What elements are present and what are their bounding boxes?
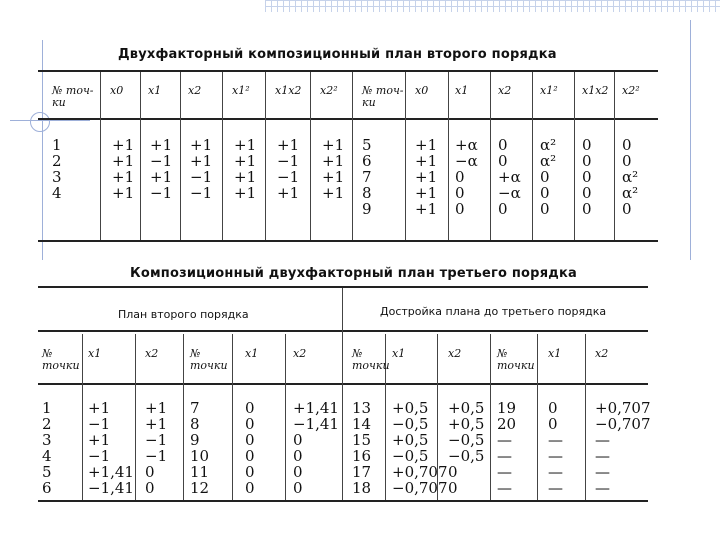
table1-cell: −1 xyxy=(190,184,213,202)
table1-cell: α² xyxy=(540,136,557,154)
table2-column-divider xyxy=(585,334,586,500)
table1-column-divider xyxy=(574,72,575,240)
table2-header-rule xyxy=(38,383,648,385)
table1-cell: +1 xyxy=(190,136,213,154)
table2-cell: — xyxy=(548,431,563,449)
table1-cell: +α xyxy=(455,136,478,154)
table2-cell: 10 xyxy=(190,447,210,465)
table2-cell: −1 xyxy=(145,431,168,449)
table2-cell: +1 xyxy=(145,399,168,417)
table1-cell: 0 xyxy=(540,200,550,218)
table2-cell: — xyxy=(595,447,610,465)
slide-guide-line xyxy=(690,20,691,260)
table1-cell: 0 xyxy=(498,200,508,218)
table1-cell: +1 xyxy=(234,168,257,186)
table2-cell: 1 xyxy=(42,399,52,417)
table1-cell: 0 xyxy=(498,152,508,170)
table2-cell: — xyxy=(595,431,610,449)
table2-column-divider xyxy=(232,334,233,500)
table2-header: x2 xyxy=(293,347,307,360)
table2-cell: +0,5 xyxy=(448,399,485,417)
table2-cell: 0 xyxy=(145,463,155,481)
table2-header: x2 xyxy=(595,347,609,360)
table2-header: x1 xyxy=(245,347,259,360)
table1-cell: −1 xyxy=(150,184,173,202)
table1-cell: 0 xyxy=(540,168,550,186)
table1-cell: −1 xyxy=(150,152,173,170)
table2-cell: — xyxy=(497,431,512,449)
table2-cell: 0 xyxy=(245,479,255,497)
table1-column-divider xyxy=(100,72,101,240)
table2-cell: +0,5 xyxy=(392,399,429,417)
table2-cell: −0,5 xyxy=(448,447,485,465)
table2-center-divider xyxy=(342,288,343,500)
table1-cell: 0 xyxy=(582,168,592,186)
table1-cell: 1 xyxy=(52,136,62,154)
table2-top-rule xyxy=(38,286,648,288)
table1-cell: −α xyxy=(455,152,478,170)
table1-bottom-rule xyxy=(38,240,658,242)
table2-cell: 0 xyxy=(245,415,255,433)
table2-column-divider xyxy=(183,334,184,500)
table1-center-divider xyxy=(352,72,353,240)
table2-cell: — xyxy=(548,463,563,481)
table1-cell: 3 xyxy=(52,168,62,186)
table2-header: № точки xyxy=(497,347,535,372)
table2-cell: +1 xyxy=(88,399,111,417)
table1-cell: 0 xyxy=(582,184,592,202)
table1-header-left: x1 xyxy=(148,84,162,97)
table1-cell: 6 xyxy=(362,152,372,170)
table1-cell: +1 xyxy=(190,152,213,170)
table2-cell: — xyxy=(595,479,610,497)
table1-cell: α² xyxy=(622,184,639,202)
table1-cell: 4 xyxy=(52,184,62,202)
table1-cell: α² xyxy=(622,168,639,186)
table1-cell: +1 xyxy=(150,168,173,186)
table2-cell: −1 xyxy=(145,447,168,465)
table2-section-right: Достройка плана до третьего порядка xyxy=(380,305,607,318)
grid-decoration xyxy=(265,0,720,12)
table2-cell: 0 xyxy=(245,399,255,417)
table1-cell: +1 xyxy=(415,168,438,186)
table2-cell: −0,707 xyxy=(392,479,448,497)
table1-header-right: x0 xyxy=(415,84,429,97)
table1-cell: +1 xyxy=(112,152,135,170)
table1-cell: +1 xyxy=(112,136,135,154)
table2-header: x2 xyxy=(448,347,462,360)
table1-header-right: x1x2 xyxy=(582,84,609,97)
table2-cell: 0 xyxy=(245,431,255,449)
table2-cell: 0 xyxy=(293,463,303,481)
table2-cell: 4 xyxy=(42,447,52,465)
table2-cell: 19 xyxy=(497,399,517,417)
table1-cell: +1 xyxy=(277,184,300,202)
table1-cell: 0 xyxy=(455,168,465,186)
table2-cell: 16 xyxy=(352,447,372,465)
table2-section-left: План второго порядка xyxy=(118,308,249,321)
table1-cell: 2 xyxy=(52,152,62,170)
table1-cell: +1 xyxy=(234,152,257,170)
table2-cell: −1 xyxy=(88,415,111,433)
table2-cell: −1,41 xyxy=(293,415,339,433)
table2-cell: −0,707 xyxy=(595,415,651,433)
slide-guide-line xyxy=(10,120,90,121)
table2-title: Композиционный двухфакторный план третьего порядка xyxy=(130,266,577,281)
table2-header: № точки xyxy=(190,347,228,372)
table2-cell: +0,5 xyxy=(392,431,429,449)
table1-column-divider xyxy=(614,72,615,240)
slide-guide-line xyxy=(42,40,43,260)
table2-cell: 15 xyxy=(352,431,372,449)
table1-cell: α² xyxy=(540,152,557,170)
table2-cell: 0 xyxy=(293,479,303,497)
table2-cell: 0 xyxy=(245,447,255,465)
table1-cell: +1 xyxy=(322,136,345,154)
table1-cell: 0 xyxy=(582,200,592,218)
table2-cell: 5 xyxy=(42,463,52,481)
table2-cell: 17 xyxy=(352,463,372,481)
table2-cell: 20 xyxy=(497,415,517,433)
table1-cell: 0 xyxy=(622,200,632,218)
table1-cell: +1 xyxy=(415,152,438,170)
table1-header-left: x2² xyxy=(320,84,338,97)
table2-cell: +1 xyxy=(88,431,111,449)
table2-column-divider xyxy=(285,334,286,500)
slide-marker xyxy=(30,112,50,132)
table1-header-left: x2 xyxy=(188,84,202,97)
table2-cell: +0,707 xyxy=(392,463,448,481)
table1-cell: 8 xyxy=(362,184,372,202)
table1-cell: +1 xyxy=(322,152,345,170)
table1-column-divider xyxy=(140,72,141,240)
table2-cell: 0 xyxy=(448,479,458,497)
table2-cell: +0,5 xyxy=(448,415,485,433)
table2-cell: 0 xyxy=(448,463,458,481)
table1-cell: +1 xyxy=(277,136,300,154)
table1-column-divider xyxy=(448,72,449,240)
table2-column-divider xyxy=(82,334,83,500)
table1-cell: 9 xyxy=(362,200,372,218)
table2-cell: 7 xyxy=(190,399,200,417)
table1-cell: −α xyxy=(498,184,521,202)
table2-bottom-rule xyxy=(38,500,648,502)
table2-cell: 6 xyxy=(42,479,52,497)
table1-column-divider xyxy=(180,72,181,240)
table1-cell: +α xyxy=(498,168,521,186)
table1-cell: +1 xyxy=(234,136,257,154)
table1-header-left: x0 xyxy=(110,84,124,97)
table1-cell: 0 xyxy=(622,136,632,154)
table2-cell: +1,41 xyxy=(88,463,134,481)
table2-cell: +1,41 xyxy=(293,399,339,417)
table1-cell: −1 xyxy=(190,168,213,186)
table1-column-divider xyxy=(310,72,311,240)
table1-header-left: x1² xyxy=(232,84,250,97)
table1-cell: 5 xyxy=(362,136,372,154)
table1-column-divider xyxy=(222,72,223,240)
table2-column-divider xyxy=(135,334,136,500)
table1-header-left: x1x2 xyxy=(275,84,302,97)
table1-cell: +1 xyxy=(415,136,438,154)
table1-cell: +1 xyxy=(150,136,173,154)
table2-cell: 0 xyxy=(293,431,303,449)
table2-cell: −1,41 xyxy=(88,479,134,497)
table1-column-divider xyxy=(265,72,266,240)
table1-cell: +1 xyxy=(415,200,438,218)
table2-cell: 0 xyxy=(548,399,558,417)
table2-cell: — xyxy=(497,447,512,465)
table2-cell: 0 xyxy=(145,479,155,497)
table1-cell: 0 xyxy=(582,152,592,170)
table1-cell: +1 xyxy=(234,184,257,202)
table1-cell: −1 xyxy=(277,152,300,170)
table1-title: Двухфакторный композиционный план второго порядка xyxy=(118,47,557,62)
table1-header-rule xyxy=(38,118,658,120)
table2-cell: −0,5 xyxy=(392,447,429,465)
table2-header: x2 xyxy=(145,347,159,360)
table1-header-right: x1² xyxy=(540,84,558,97)
table2-cell: +0,707 xyxy=(595,399,651,417)
table2-cell: +1 xyxy=(145,415,168,433)
table2-cell: 0 xyxy=(548,415,558,433)
table2-cell: 14 xyxy=(352,415,372,433)
table2-header: x1 xyxy=(392,347,406,360)
table2-header: x1 xyxy=(88,347,102,360)
table2-cell: −1 xyxy=(88,447,111,465)
table2-cell: −0,5 xyxy=(448,431,485,449)
table1-column-divider xyxy=(490,72,491,240)
table2-cell: — xyxy=(497,463,512,481)
table2-cell: 12 xyxy=(190,479,210,497)
table2-cell: 0 xyxy=(245,463,255,481)
table2-header: № точки xyxy=(42,347,80,372)
table2-cell: 0 xyxy=(293,447,303,465)
table1-header-right: x2² xyxy=(622,84,640,97)
table2-cell: 11 xyxy=(190,463,210,481)
table1-header-left: № точ- ки xyxy=(52,84,94,109)
table1-cell: +1 xyxy=(112,168,135,186)
table1-cell: −1 xyxy=(277,168,300,186)
table2-cell: 18 xyxy=(352,479,372,497)
table1-column-divider xyxy=(405,72,406,240)
table1-cell: 0 xyxy=(455,184,465,202)
table2-cell: 2 xyxy=(42,415,52,433)
table2-header: x1 xyxy=(548,347,562,360)
table1-cell: +1 xyxy=(415,184,438,202)
table1-cell: 7 xyxy=(362,168,372,186)
table2-cell: — xyxy=(548,447,563,465)
table1-cell: +1 xyxy=(322,184,345,202)
table1-header-right: x1 xyxy=(455,84,469,97)
table2-cell: −0,5 xyxy=(392,415,429,433)
table2-cell: 3 xyxy=(42,431,52,449)
table2-cell: — xyxy=(497,479,512,497)
table1-top-rule xyxy=(38,70,658,72)
table2-header: № точки xyxy=(352,347,390,372)
table1-column-divider xyxy=(532,72,533,240)
table1-cell: 0 xyxy=(582,136,592,154)
table2-cell: — xyxy=(548,479,563,497)
table2-section-rule xyxy=(38,330,648,332)
table1-cell: 0 xyxy=(622,152,632,170)
table1-cell: 0 xyxy=(540,184,550,202)
table2-cell: — xyxy=(595,463,610,481)
table1-cell: 0 xyxy=(455,200,465,218)
table2-column-divider xyxy=(537,334,538,500)
table1-cell: +1 xyxy=(112,184,135,202)
table2-cell: 9 xyxy=(190,431,200,449)
table2-cell: 13 xyxy=(352,399,372,417)
table2-cell: 8 xyxy=(190,415,200,433)
table1-header-right: № точ- ки xyxy=(362,84,404,109)
table1-cell: +1 xyxy=(322,168,345,186)
table2-column-divider xyxy=(490,334,491,500)
table1-cell: 0 xyxy=(498,136,508,154)
table1-header-right: x2 xyxy=(498,84,512,97)
